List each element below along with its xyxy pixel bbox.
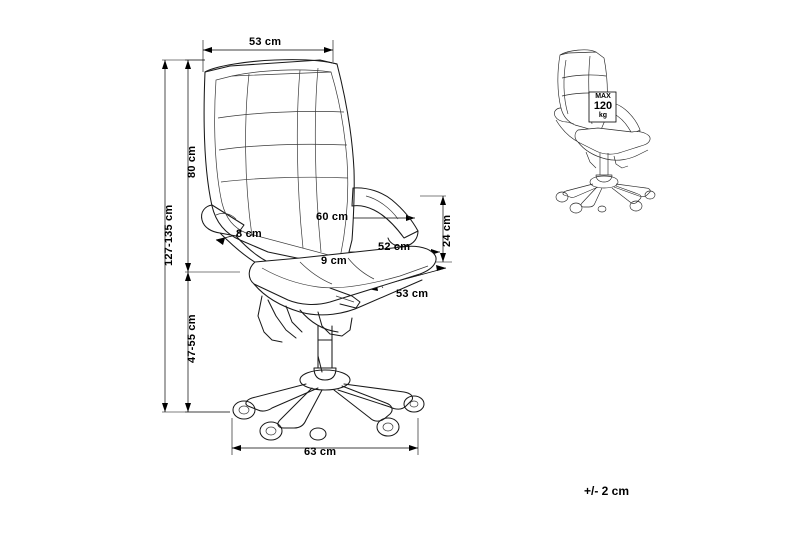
max-weight-badge	[590, 93, 616, 120]
dimension-label-armrest-span: 60 cm	[316, 211, 349, 223]
dimension-label-base-diameter: 63 cm	[304, 446, 337, 458]
dimension-label-seat-depth: 53 cm	[396, 288, 429, 300]
dimension-label-seat-width: 52 cm	[378, 241, 411, 253]
dimension-label-seat-to-top: 80 cm	[186, 145, 198, 178]
max-weight-badge-value: 120	[593, 100, 613, 112]
chair-thumbnail-illustration	[554, 50, 655, 213]
max-weight-badge-unit: kg	[598, 112, 608, 119]
max-weight-badge-max-label: MAX	[595, 93, 611, 100]
dimension-label-total-height: 127-135 cm	[163, 204, 175, 266]
dimension-label-backrest-width: 53 cm	[249, 36, 282, 48]
dimension-label-seat-height: 47-55 cm	[186, 314, 198, 363]
dimension-label-armrest-height: 24 cm	[441, 214, 453, 247]
tolerance-note: +/- 2 cm	[584, 484, 630, 498]
dimension-label-armrest-width: 8 cm	[236, 228, 262, 240]
dimension-label-seat-thickness: 9 cm	[321, 255, 347, 267]
